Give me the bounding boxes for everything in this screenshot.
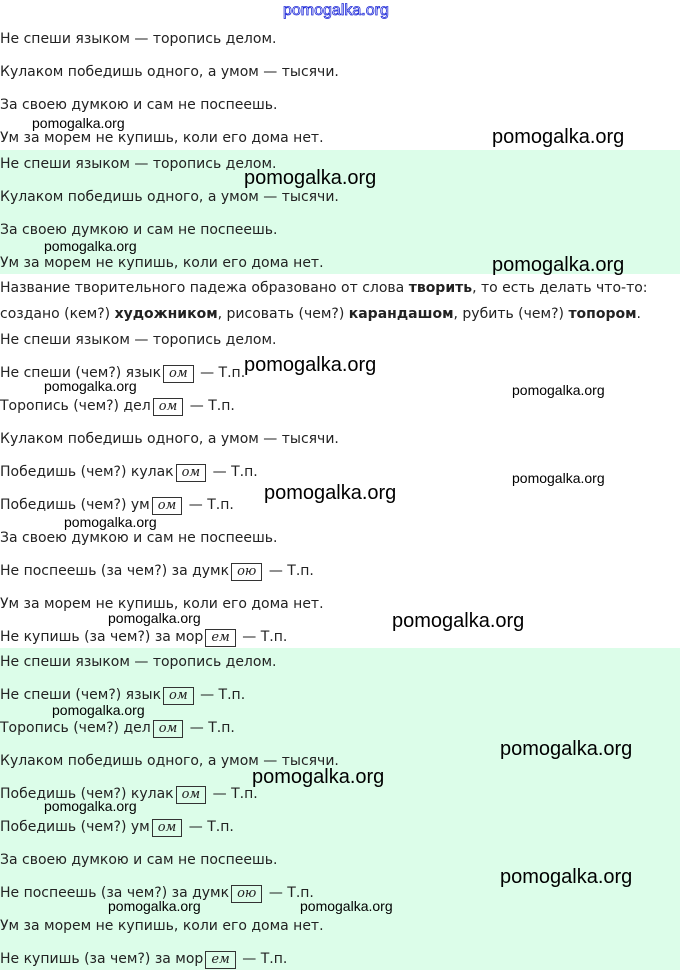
ending-box: ом (176, 464, 207, 482)
proverb-line: Не спеши языком — торопись делом. (0, 31, 277, 47)
proverb-line: Не спеши языком — торопись делом. (0, 654, 277, 670)
site-watermark: pomogalka.org (44, 378, 137, 394)
proverb-line: Ум за морем не купишь, коли его дома нет. (0, 918, 324, 934)
proverb-line: За своею думкою и сам не поспеешь. (0, 852, 278, 868)
site-watermark: pomogalka.org (108, 610, 201, 626)
proverb-line: За своею думкою и сам не поспеешь. (0, 530, 278, 546)
proverb-line: Кулаком победишь одного, а умом — тысячи. (0, 431, 339, 447)
analysis-line: Не купишь (за чем?) за мор ем — Т.п. (0, 951, 288, 967)
analysis-line: Победишь (чем?) кулак ом — Т.п. (0, 786, 258, 802)
ending-box: ом (152, 497, 183, 515)
proverb-line: За своею думкою и сам не поспеешь. (0, 97, 278, 113)
site-watermark: pomogalka.org (512, 382, 605, 398)
ending-box: ом (152, 819, 183, 837)
proverb-line: Кулаком победишь одного, а умом — тысячи. (0, 64, 339, 80)
proverb-line: Не спеши языком — торопись делом. (0, 156, 277, 172)
analysis-line: Не спеши (чем?) язык ом — Т.п. (0, 365, 246, 381)
analysis-line: Не купишь (за чем?) за мор ем — Т.п. (0, 629, 288, 645)
analysis-line: Торопись (чем?) дел ом — Т.п. (0, 720, 235, 736)
site-watermark: pomogalka.org (32, 115, 125, 131)
site-watermark: pomogalka.org (108, 898, 201, 914)
site-watermark: pomogalka.org (52, 702, 145, 718)
analysis-line: Не спеши (чем?) язык ом — Т.п. (0, 687, 246, 703)
ending-box: ом (163, 365, 194, 383)
ending-box: ем (205, 629, 235, 647)
site-watermark: pomogalka.org (500, 866, 633, 888)
ending-box: ом (153, 720, 184, 738)
analysis-line: Не поспеешь (за чем?) за думк ою — Т.п. (0, 885, 314, 901)
proverb-line: Ум за морем не купишь, коли его дома нет. (0, 255, 324, 271)
ending-box: ом (176, 786, 207, 804)
site-watermark: pomogalka.org (44, 238, 137, 254)
analysis-line: Победишь (чем?) ум ом — Т.п. (0, 497, 234, 513)
site-watermark: pomogalka.org (264, 482, 397, 504)
ending-box: ом (163, 687, 194, 705)
site-watermark: pomogalka.org (492, 126, 625, 148)
site-watermark: pomogalka.org (244, 354, 377, 376)
proverb-line: Ум за морем не купишь, коли его дома нет. (0, 130, 324, 146)
analysis-line: Не поспеешь (за чем?) за думк ою — Т.п. (0, 563, 314, 579)
explanation-line: Название творительного падежа образовано от слова творить, то есть делать что-то: (0, 280, 648, 296)
explanation-line: создано (кем?) художником, рисовать (чем?) карандашом, рубить (чем?) топором. (0, 306, 641, 322)
proverb-line: Не спеши языком — торопись делом. (0, 332, 277, 348)
site-watermark-header: pomogalka.org (283, 2, 389, 19)
site-watermark: pomogalka.org (244, 167, 377, 189)
ending-box: ою (231, 885, 262, 903)
analysis-line: Победишь (чем?) ум ом — Т.п. (0, 819, 234, 835)
analysis-line: Торопись (чем?) дел ом — Т.п. (0, 398, 235, 414)
site-watermark: pomogalka.org (492, 254, 625, 276)
site-watermark: pomogalka.org (512, 470, 605, 486)
site-watermark: pomogalka.org (392, 610, 525, 632)
site-watermark: pomogalka.org (252, 766, 385, 788)
ending-box: ом (153, 398, 184, 416)
site-watermark: pomogalka.org (300, 898, 393, 914)
analysis-line: Победишь (чем?) кулак ом — Т.п. (0, 464, 258, 480)
proverb-line: Ум за морем не купишь, коли его дома нет. (0, 596, 324, 612)
ending-box: ою (231, 563, 262, 581)
proverb-line: За своею думкою и сам не поспеешь. (0, 222, 278, 238)
site-watermark: pomogalka.org (44, 798, 137, 814)
proverb-line: Кулаком победишь одного, а умом — тысячи. (0, 753, 339, 769)
site-watermark: pomogalka.org (64, 514, 157, 530)
site-watermark: pomogalka.org (500, 738, 633, 760)
ending-box: ем (205, 951, 235, 969)
proverb-line: Кулаком победишь одного, а умом — тысячи. (0, 189, 339, 205)
